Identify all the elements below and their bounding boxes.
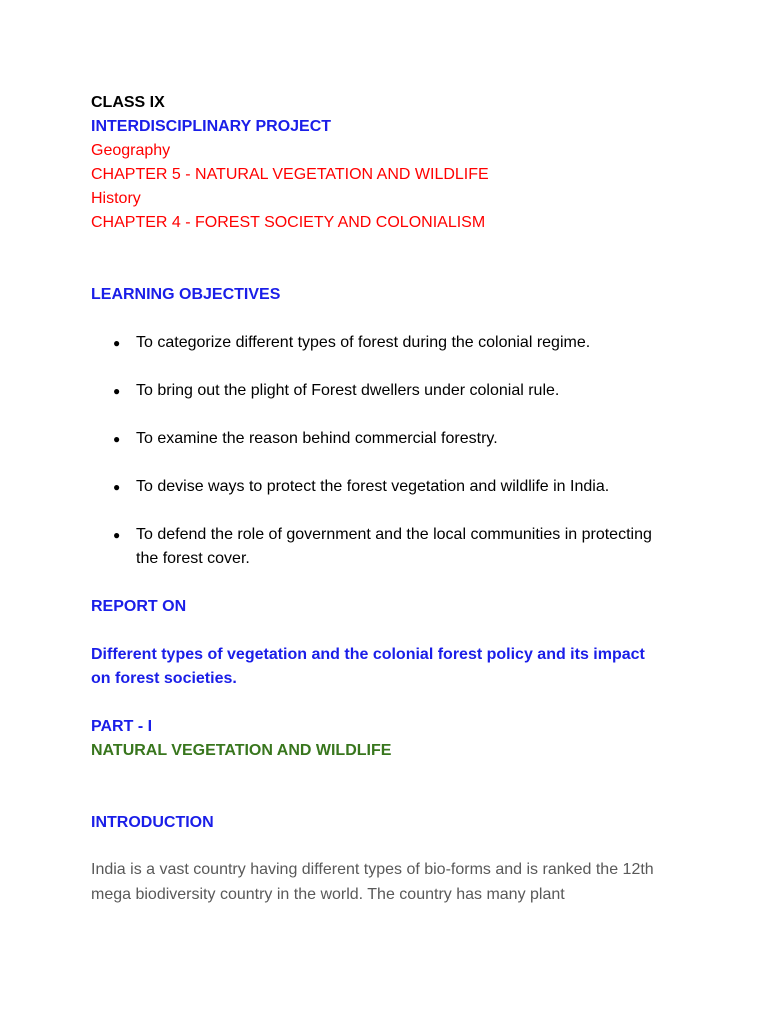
chapter-history: CHAPTER 4 - FOREST SOCIETY AND COLONIALISM xyxy=(91,214,486,231)
part-heading: PART - I xyxy=(91,718,153,735)
subject-geography: Geography xyxy=(91,142,171,159)
report-topic: Different types of vegetation and the colonial forest policy and its impact on forest societies. xyxy=(91,646,645,687)
objective-text: To devise ways to protect the forest vegetation and wildlife in India. xyxy=(136,478,610,495)
objective-text: To examine the reason behind commercial forestry. xyxy=(136,430,498,447)
report-heading: REPORT ON xyxy=(91,598,187,615)
learning-objectives-heading: LEARNING OBJECTIVES xyxy=(91,286,281,303)
bullet-icon: ● xyxy=(113,432,121,446)
bullet-icon: ● xyxy=(113,384,121,398)
objective-text: To bring out the plight of Forest dwellers under colonial rule. xyxy=(136,382,560,399)
part-title: NATURAL VEGETATION AND WILDLIFE xyxy=(91,742,392,759)
bullet-icon: ● xyxy=(113,480,121,494)
project-label: INTERDISCIPLINARY PROJECT xyxy=(91,118,332,135)
bullet-icon: ● xyxy=(113,336,121,350)
introduction-heading: INTRODUCTION xyxy=(91,814,214,831)
objective-text: To categorize different types of forest during the colonial regime. xyxy=(136,334,591,351)
chapter-geography: CHAPTER 5 - NATURAL VEGETATION AND WILDLIFE xyxy=(91,166,489,183)
bullet-icon: ● xyxy=(113,528,121,542)
objective-text: To defend the role of government and the local communities in protecting the forest cover. xyxy=(136,526,652,567)
subject-history: History xyxy=(91,190,141,207)
class-label: CLASS IX xyxy=(91,94,165,111)
introduction-paragraph: India is a vast country having different types of bio-forms and is ranked the 12th mega biodiversity country in the world. The country has many plant xyxy=(91,861,654,903)
